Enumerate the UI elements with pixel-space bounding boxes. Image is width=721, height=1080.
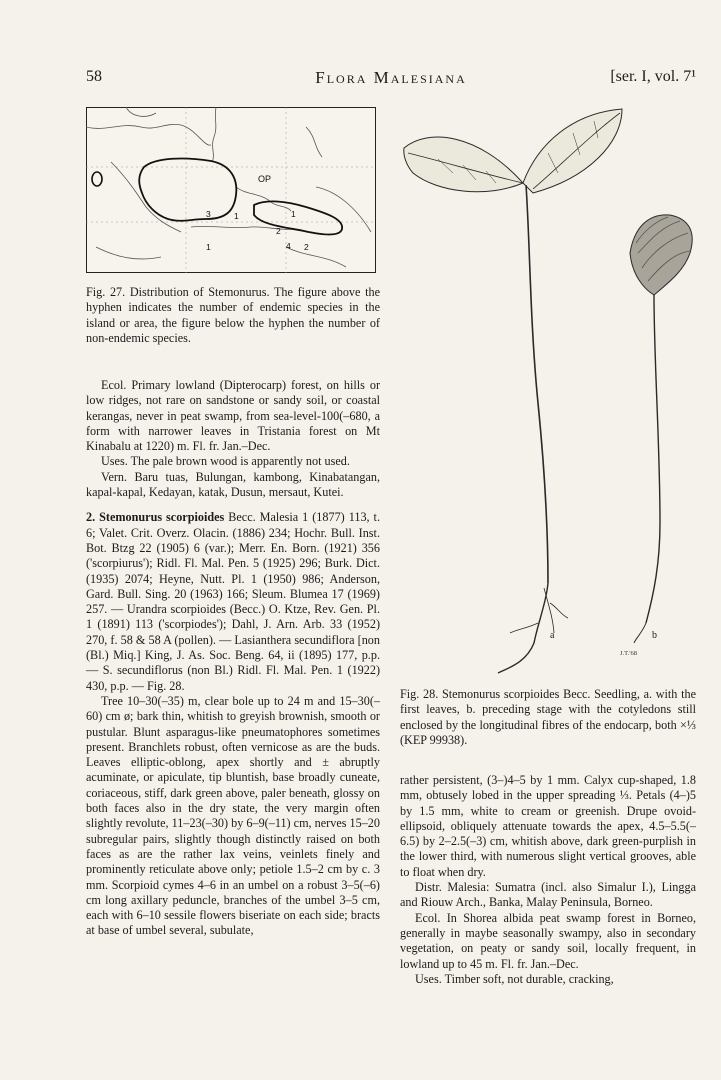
species-citation: Becc. Malesia 1 (1877) 113, t. 6; Valet. Crit. Overz. Olacin. (1886) 234; Hochr. Bull. Inst. Bot. Btzg 22 (1905) 6 (var.); Merr. En. Born. (1921) 356 ('scorpiurus'); Ridl. Fl. Mal. Pen. 5 (1925) 296; Burk. Dict. (1935) 2074; Heyne, Nutt. Pl. 1 (1950) 986; Anderson, Gard. Bull. Sing. 20 (1963) 166; Sleum. Blumea 17 (1969) 257. — Urandra scorpioides (Becc.) O. Ktze, Rev. Gen. Pl. 1 (1891) 113 ('scorpiodes'); Dahl, J. Arn. Arb. 33 (1952) 270, f. 58 & 58 A (pollen). — Lasianthera secundiflora [non (Bl.) Miq.] King, J. As. Soc. Beng. 64, ii (1895) 177, p.p. — S. secundiflorus (non Bl.) Ridl. Fl. Mal. Pen. 1 (1922) 430, p.p. — Fig. 28. — [86, 510, 380, 693]
species-heading: 2. Stemonurus scorpioides — [86, 510, 225, 525]
running-title: Flora Malesiana — [315, 68, 467, 87]
seedling-a — [404, 109, 622, 673]
map-label: 1 — [206, 242, 211, 252]
illustrator-signature: J.T.'68 — [620, 650, 637, 657]
description-continued: rather persistent, (3–)4–5 by 1 mm. Calyx cup-shaped, 1.8 mm, obtusely lobed in the upper spreading ⅓. Petals (4–)5 by 1.5 mm, white to cream or greenish. Drupe ovoid-ellipsoid, obliquely attenuate towards the apex, 4.5–5.5(–6.5) by 2–2.5(–3) cm, whitish above, dark green-purplish in the lower third, with numerous slight vertical grooves, able to float when dry. — [400, 773, 696, 879]
series-volume: [ser. I, vol. 7¹ — [610, 68, 696, 85]
left-column — [86, 378, 380, 939]
uses-paragraph-2: Uses. Timber soft, not durable, cracking, — [415, 971, 614, 986]
vernacular-paragraph: Vern. Baru tuas, Bulungan, kambong, Kinabatangan, kapal-kapal, Kedayan, katak, Dusun, mersaut, Kutei. — [86, 469, 380, 500]
map-label: 1 — [234, 211, 239, 221]
distribution-paragraph: Distr. Malesia: Sumatra (incl. also Simalur I.), Lingga and Riouw Arch., Banka, Malay Peninsula, Borneo. — [400, 880, 696, 910]
label-a: a — [550, 630, 555, 641]
ecology-paragraph-2: Ecol. In Shorea albida peat swamp forest in Borneo, generally in maybe seasonally swampy, also in secondary vegetation, on peaty or sandy soil, locally frequent, in lowland up to 45 m. Fl. fr. Jan.–Dec. — [400, 910, 696, 971]
label-b: b — [652, 630, 657, 641]
uses-paragraph: Uses. The pale brown wood is apparently not used. — [101, 454, 350, 469]
map-label: 4 — [286, 241, 291, 251]
page-number: 58 — [86, 68, 102, 85]
right-column — [400, 773, 696, 987]
figure-27-caption: Fig. 27. Distribution of Stemonurus. The figure above the hyphen indicates the number of endemic species in the island or area, the figure below the hyphen the number of non-endemic species. — [86, 285, 380, 346]
species-entry — [86, 510, 380, 694]
seedling-illustration — [398, 103, 698, 683]
map-label: 1 — [291, 209, 296, 219]
distribution-map — [86, 107, 376, 273]
map-label: 3 — [206, 209, 211, 219]
figure-28-caption: Fig. 28. Stemonurus scorpioides Becc. Seedling, a. with the first leaves, b. preceding stage with the cotyledons still enclosed by the longitudinal fibres of the endocarp, both ×⅓ (KEP 99938). — [400, 687, 696, 748]
seedling-b — [630, 215, 692, 643]
species-description: Tree 10–30(–35) m, clear bole up to 24 m and 15–30(–60) cm ø; bark thin, whitish to greyish brownish, smooth or pustular. Blunt asparagus-like pneumatophores sometimes present. Branchlets robust, often vernicose as are the buds. Leaves elliptic-oblong, apex shortly and ± abruptly acuminate, or apiculate, tip bluntish, base broadly cuneate, coriaceous, stiff, dark green above, paler beneath, glossy on both faces also in the dry state, the very margin often slightly revolute, 11–23(–30) by 6–9(–11) cm, nerves 15–20 subregular pairs, slightly though distinctly raised on both faces as are the rather lax veins, veinlets finely and prominently reticulate above only; petiole 1.5–2 cm by c. 3 mm. Scorpioid cymes 4–6 in an umbel on a robust 3–5(–6) cm long axillary peduncle, branches of the umbel 3–5 cm, each with 6–10 sessile flowers biseriate on each side; bracts at base of umbel several, subulate, — [86, 693, 380, 938]
ecology-paragraph: Ecol. Primary lowland (Dipterocarp) forest, on hills or low ridges, not rare on sandstone or sandy soil, or coastal kerangas, never in peat swamp, from sea-level-100(–680, a form with narrower leaves in Tristania forest on Mt Kinabalu at 1220) m. Fl. fr. Jan.–Dec. — [86, 378, 380, 454]
running-header — [86, 68, 696, 90]
map-label: 2 — [276, 226, 281, 236]
map-label-op: OP — [258, 174, 272, 184]
map-label: 2 — [304, 242, 309, 252]
